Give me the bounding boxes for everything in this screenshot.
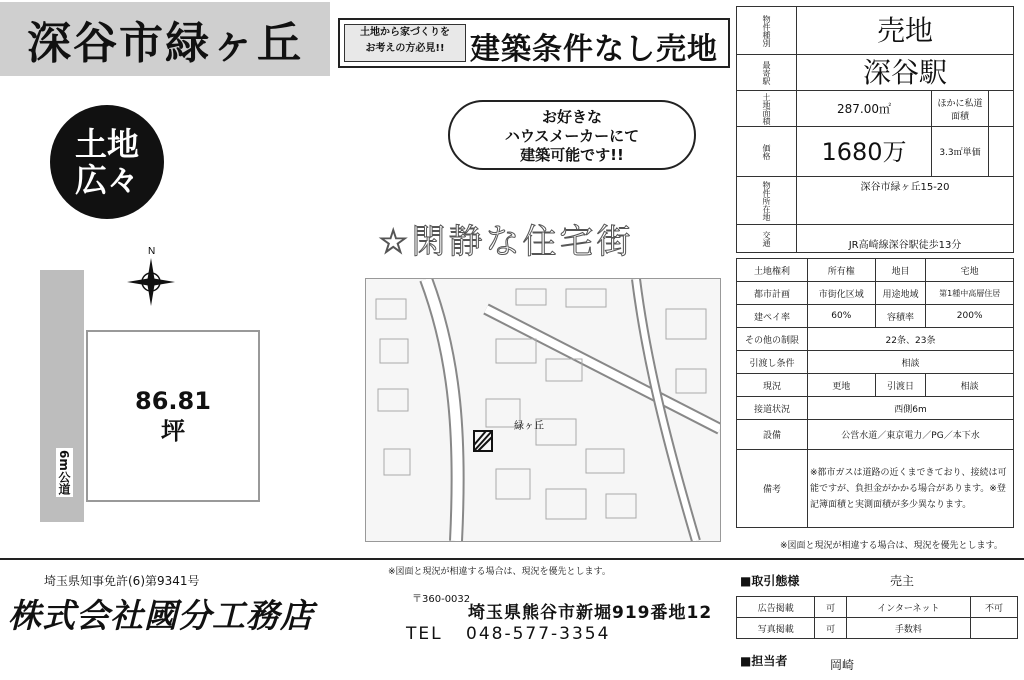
detail-label: 引渡し条件 [737,351,808,374]
transaction-mode-value: 売主 [890,574,915,588]
staff-value: 岡崎 [830,658,855,672]
private-road-label: ほかに私道面積 [932,91,989,127]
unit-price-value: 3.3㎡単価 [932,127,989,177]
address-value: 深谷市緑ヶ丘15-20 [797,177,1014,225]
internet-value: 不可 [970,597,1017,618]
price-label: 価格 [737,127,797,177]
staff-label: ■担当者 [740,654,788,668]
zip-code: 〒360-0032 [412,594,471,605]
footer-note: ※図面と現況が相違する場合は、現況を優先とします。 [388,567,611,577]
detail-row [737,305,1014,328]
detail-value: 60% [808,305,876,328]
phone [406,624,610,644]
footer-table [736,596,1018,639]
phone-label: TEL [406,624,443,644]
detail-value: 公営水道／東京電力／PG／本下水 [808,420,1014,450]
access-label: 交通 [737,225,797,253]
detail-value: 市街化区域 [808,282,876,305]
notice: ※図面と現況が相違する場合は、現況を優先とします。 [780,541,1003,551]
details-table [736,258,1014,528]
company-name: 株式会社國分工務店 [8,596,314,635]
detail-label: 都市計画 [737,282,808,305]
spec-table [736,6,1014,253]
detail-label: 現況 [737,374,808,397]
cloud-line2: ハウスメーカーにて [504,127,640,145]
location-map [365,278,721,542]
detail-label: 容積率 [875,305,926,328]
detail-label: 地目 [875,259,926,282]
detail-label: 用途地域 [875,282,926,305]
detail-row [737,259,1014,282]
type-label: 物件種別 [737,7,797,55]
road-label: 6m公道 [57,450,71,495]
detail-label: 備考 [737,450,808,528]
detail-row [737,351,1014,374]
license-number: 埼玉県知事免許(6)第9341号 [44,574,200,588]
banner [338,18,730,68]
land-area-label: 土地面積 [737,91,797,127]
transaction-mode-label: ■取引態様 [740,574,800,588]
address-label: 物件所在地 [737,177,797,225]
detail-value: 相談 [926,374,1014,397]
detail-label: その他の制限 [737,328,808,351]
banner-badge-line1: 土地から家づくりを [360,27,450,38]
spacious-badge [50,105,164,219]
spacious-line2: 広々 [74,161,139,199]
company-address: 埼玉県熊谷市新堀919番地12 [468,603,713,623]
detail-value: 22条、23条 [808,328,1014,351]
photo-value: 可 [815,618,846,639]
tagline: ☆閑静な住宅街 [378,222,634,262]
spacious-line1: 土地 [74,125,139,163]
detail-label: 建ペイ率 [737,305,808,328]
detail-row [737,282,1014,305]
callout-cloud [448,100,696,170]
title-box [0,2,330,76]
detail-value: 相談 [808,351,1014,374]
station-value: 深谷駅 [797,55,1014,91]
detail-value: 所有権 [808,259,876,282]
detail-value: 更地 [808,374,876,397]
detail-label: 接道状況 [737,397,808,420]
detail-row [737,328,1014,351]
page-title: 深谷市緑ヶ丘 [27,18,303,69]
access-value: JR高崎線深谷駅徒歩13分 [797,225,1014,253]
banner-badge [344,24,466,62]
compass-icon [120,244,182,314]
fee-label: 手数料 [846,618,970,639]
type-value: 売地 [797,7,1014,55]
price-value: 1680万 [797,127,932,177]
photo-label: 写真掲載 [737,618,815,639]
detail-value: 第1種中高層住居 [926,282,1014,305]
land-area-value: 287.00㎡ [797,91,932,127]
detail-value: ※都市ガスは道路の近くまできており、接続は可能ですが、負担金がかかる場合があります。※登記簿面積と実測面積が多少異なります。 [808,450,1014,528]
compass-label: N [148,246,156,257]
banner-badge-line2: お考えの方必見!! [365,43,445,54]
lot-area-unit: 坪 [161,417,185,445]
cloud-line1: お好きな [541,108,602,126]
detail-row [737,450,1014,528]
ad-value: 可 [815,597,846,618]
station-label: 最寄駅 [737,55,797,91]
detail-row [737,420,1014,450]
detail-value: 西側6m [808,397,1014,420]
detail-value: 宅地 [926,259,1014,282]
detail-label: 引渡日 [875,374,926,397]
banner-text: 建築条件なし売地 [470,32,718,67]
ad-label: 広告掲載 [737,597,815,618]
internet-label: インターネット [846,597,970,618]
detail-row [737,374,1014,397]
detail-label: 設備 [737,420,808,450]
phone-number: 048-577-3354 [466,624,611,644]
map-area-label: 緑ヶ丘 [514,421,544,432]
detail-row [737,397,1014,420]
lot-plan [86,330,260,502]
cloud-line3: 建築可能です!! [520,146,624,164]
lot-area-value: 86.81 [135,387,211,415]
detail-label: 土地権利 [737,259,808,282]
detail-value: 200% [926,305,1014,328]
